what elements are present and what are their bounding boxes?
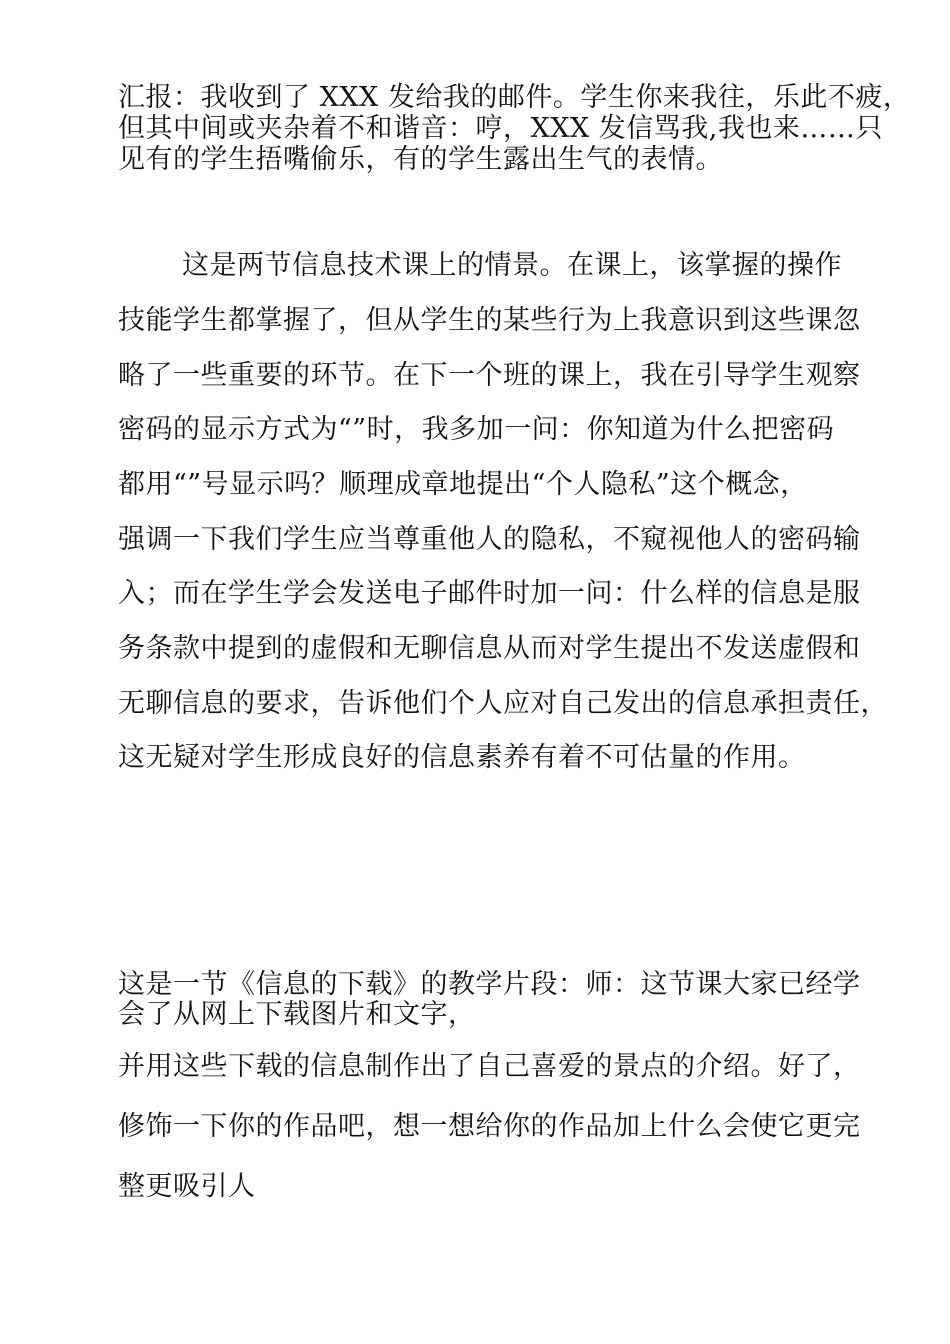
- reflection-line-3: 略了一些重要的环节。在下一个班的课上，我在引导学生观察: [118, 360, 861, 391]
- reflection-line-6: 强调一下我们学生应当尊重他人的隐私，不窥视他人的密码输: [118, 524, 861, 555]
- reflection-line-8: 务条款中提到的虚假和无聊信息从而对学生提出不发送虚假和: [118, 633, 861, 664]
- download-body-line-2: 修饰一下你的作品吧，想一想给你的作品加上什么会使它更完: [118, 1111, 861, 1142]
- report-line-3: 见有的学生捂嘴偷乐，有的学生露出生气的表情。: [118, 144, 723, 175]
- reflection-line-9: 无聊信息的要求，告诉他们个人应对自己发出的信息承担责任，: [118, 688, 888, 719]
- report-line-1: 汇报：我收到了 XXX 发给我的邮件。学生你来我往，乐此不疲，: [118, 82, 911, 113]
- reflection-line-5: 都用“”号显示吗？顺理成章地提出“个人隐私”这个概念，: [118, 469, 808, 500]
- report-line-2: 但其中间或夹杂着不和谐音：哼，XXX 发信骂我,我也来……只: [118, 113, 883, 144]
- download-head-line-1: 这是一节《信息的下载》的教学片段：师：这节课大家已经学: [118, 969, 861, 1000]
- download-body-line-3: 整更吸引人: [118, 1171, 256, 1202]
- reflection-line-10: 这无疑对学生形成良好的信息素养有着不可估量的作用。: [118, 742, 806, 773]
- reflection-line-7: 入；而在学生学会发送电子邮件时加一问：什么样的信息是服: [118, 578, 861, 609]
- download-body-line-1: 并用这些下载的信息制作出了自己喜爱的景点的介绍。好了，: [118, 1051, 861, 1082]
- reflection-line-1: 这是两节信息技术课上的情景。在课上，该掌握的操作: [182, 250, 842, 281]
- reflection-line-4: 密码的显示方式为“”时，我多加一问：你知道为什么把密码: [118, 414, 835, 445]
- reflection-line-2: 技能学生都掌握了，但从学生的某些行为上我意识到这些课忽: [118, 305, 861, 336]
- download-head-line-2: 会了从网上下载图片和文字，: [118, 999, 476, 1030]
